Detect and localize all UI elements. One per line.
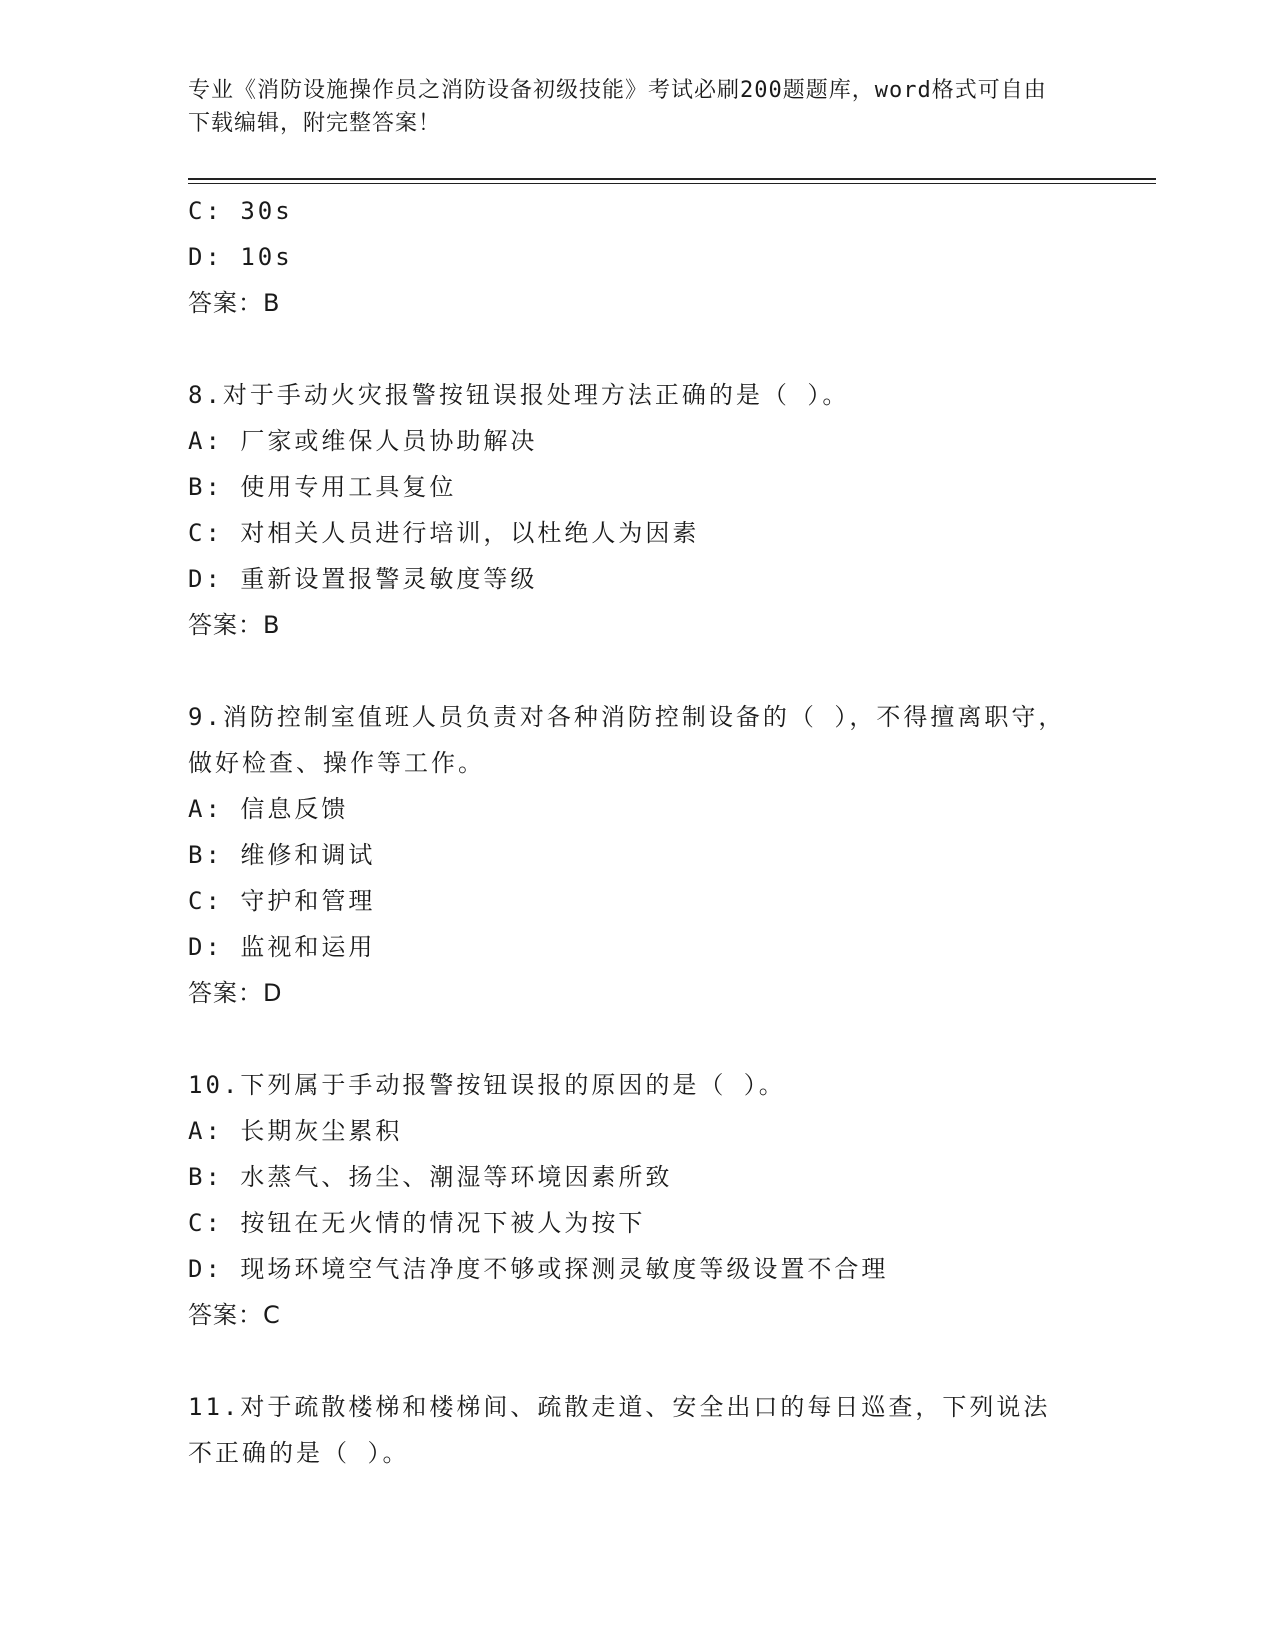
spacer xyxy=(188,1338,1068,1384)
option-b: B: 使用专用工具复位 xyxy=(188,473,457,501)
answer-line: 答案：B xyxy=(188,611,281,639)
question-stem: 11.对于疏散楼梯和楼梯间、疏散走道、安全出口的每日巡查，下列说法不正确的是（ ）。 xyxy=(188,1393,1051,1467)
document-header: 专业《消防设施操作员之消防设备初级技能》考试必刷200题题库，word格式可自由下载编辑，附完整答案！ xyxy=(188,78,1047,136)
option-c: C: 守护和管理 xyxy=(188,887,376,915)
option-c: C: 30s xyxy=(188,197,293,225)
option-c: C: 对相关人员进行培训，以杜绝人为因素 xyxy=(188,519,700,547)
answer-line: 答案：D xyxy=(188,979,283,1007)
option-a: A: 长期灰尘累积 xyxy=(188,1117,403,1145)
option-d: D: 重新设置报警灵敏度等级 xyxy=(188,565,538,593)
spacer xyxy=(188,648,1068,694)
option-c: C: 按钮在无火情的情况下被人为按下 xyxy=(188,1209,646,1237)
option-a: A: 厂家或维保人员协助解决 xyxy=(188,427,538,455)
question-stem: 10.下列属于手动报警按钮误报的原因的是（ ）。 xyxy=(188,1071,786,1099)
header-rule-thick xyxy=(188,178,1156,180)
answer-line: 答案：B xyxy=(188,289,281,317)
option-d: D: 现场环境空气洁净度不够或探测灵敏度等级设置不合理 xyxy=(188,1255,889,1283)
option-d: D: 监视和运用 xyxy=(188,933,376,961)
question-stem: 8.对于手动火灾报警按钮误报处理方法正确的是（ ）。 xyxy=(188,381,850,409)
option-d: D: 10s xyxy=(188,243,293,271)
answer-line: 答案：C xyxy=(188,1301,281,1329)
option-a: A: 信息反馈 xyxy=(188,795,349,823)
option-b: B: 维修和调试 xyxy=(188,841,376,869)
question-stem: 9.消防控制室值班人员负责对各种消防控制设备的（ ），不得擅离职守，做好检查、操作等工作。 xyxy=(188,703,1066,777)
header-rule-thin xyxy=(188,183,1156,184)
spacer xyxy=(188,326,1068,372)
question-list xyxy=(188,188,1068,1476)
spacer xyxy=(188,1016,1068,1062)
option-b: B: 水蒸气、扬尘、潮湿等环境因素所致 xyxy=(188,1163,673,1191)
